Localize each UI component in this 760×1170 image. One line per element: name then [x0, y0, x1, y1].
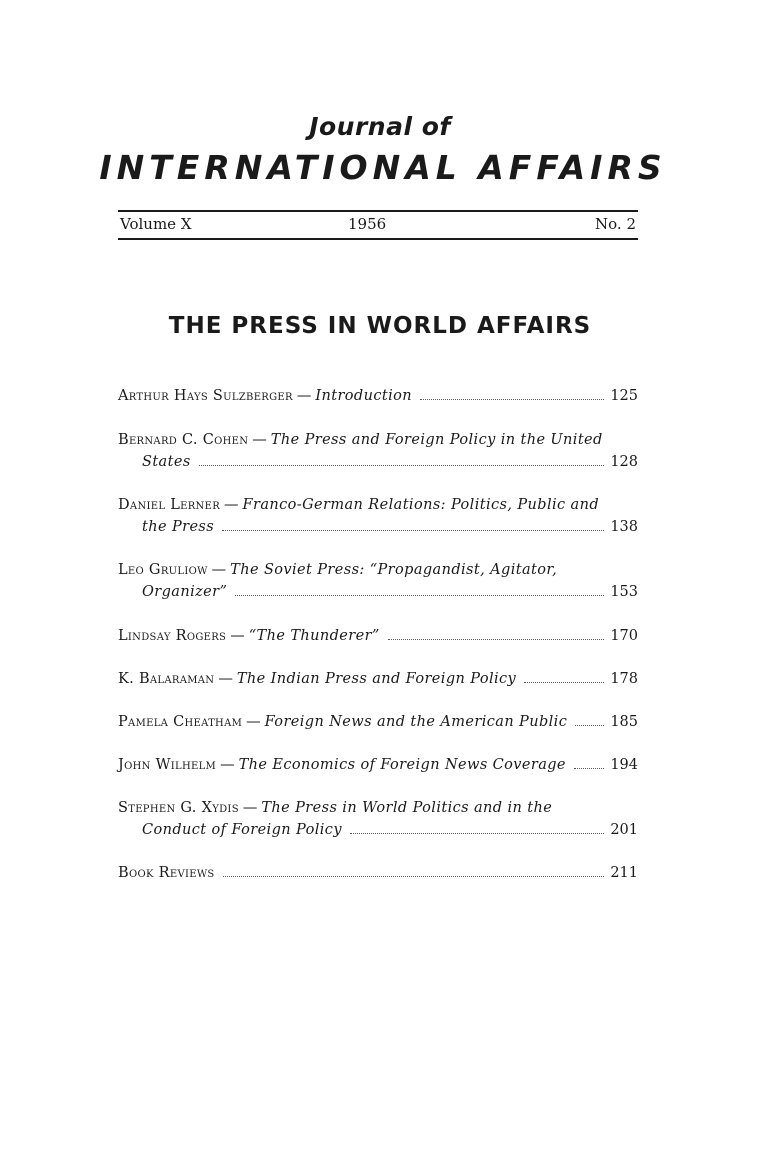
top-rule [118, 210, 638, 212]
year-label: 1956 [348, 215, 387, 233]
toc-dash: — [230, 628, 245, 644]
toc-leader [420, 399, 604, 400]
toc-entry [118, 668, 638, 690]
toc-title: Introduction [315, 388, 412, 404]
toc-leader [388, 639, 604, 640]
journal-name-heading: INTERNATIONAL AFFAIRS [99, 148, 667, 187]
toc-line [118, 625, 638, 647]
toc-page-number: 178 [610, 671, 638, 687]
toc-line [118, 429, 638, 451]
toc-leader [235, 595, 604, 596]
toc-author: K. Balaraman [118, 671, 215, 687]
toc-page-number: 170 [610, 628, 638, 644]
toc-leader [223, 876, 604, 877]
toc-author: Leo Gruliow [118, 562, 208, 578]
toc-title: The Soviet Press: “Propagandist, Agitator, [230, 562, 558, 578]
toc-line [118, 581, 638, 603]
toc-entry [118, 711, 638, 733]
toc-line [118, 819, 638, 841]
toc-entry [118, 429, 638, 473]
toc-author: Lindsay Rogers [118, 628, 227, 644]
toc-page-number: 185 [610, 714, 638, 730]
toc-title: The Press and Foreign Policy in the United [270, 432, 603, 448]
toc-title: The Economics of Foreign News Coverage [238, 757, 566, 773]
toc-page-number: 201 [610, 822, 638, 838]
toc-page-number: 125 [610, 388, 638, 404]
toc-entry [118, 754, 638, 776]
toc-author: John Wilhelm [118, 757, 217, 773]
toc-page-number: 211 [610, 865, 638, 881]
toc-title: The Press in World Politics and in the [261, 800, 553, 816]
bottom-rule [118, 238, 638, 240]
toc-line [118, 516, 638, 538]
toc-line [118, 754, 638, 776]
toc-dash: — [218, 671, 233, 687]
toc-author: Pamela Cheatham [118, 714, 243, 730]
toc-page-number: 138 [610, 519, 638, 535]
issue-theme-title: THE PRESS IN WORLD AFFAIRS [168, 313, 592, 339]
toc-dash: — [211, 562, 227, 578]
toc-title: “The Thunderer” [248, 628, 380, 644]
toc-title: Franco-German Relations: Politics, Public and [242, 497, 600, 513]
toc-page-number: 128 [610, 454, 638, 470]
toc-title: the Press [142, 519, 215, 535]
toc-line [118, 451, 638, 473]
toc-author: Book Reviews [118, 865, 215, 881]
toc-entry [118, 494, 638, 538]
issue-info-row [120, 214, 636, 236]
table-of-contents [118, 385, 638, 884]
toc-line [118, 559, 638, 581]
toc-line [118, 711, 638, 733]
toc-entry [118, 862, 638, 884]
volume-label: Volume X [120, 215, 192, 233]
toc-entry [118, 559, 638, 603]
toc-leader [524, 682, 604, 683]
toc-title: Conduct of Foreign Policy [142, 822, 342, 838]
toc-page-number: 194 [610, 757, 638, 773]
toc-leader [575, 725, 604, 726]
toc-dash: — [246, 714, 261, 730]
toc-entry [118, 625, 638, 647]
issue-number-label: No. 2 [595, 215, 636, 233]
toc-author: Bernard C. Cohen [118, 432, 249, 448]
toc-title: Foreign News and the American Public [264, 714, 568, 730]
toc-author: Arthur Hays Sulzberger [118, 388, 293, 404]
toc-entry [118, 385, 638, 407]
toc-dash: — [220, 757, 235, 773]
toc-title: Organizer” [142, 584, 228, 600]
toc-page-number: 153 [610, 584, 638, 600]
journal-of-heading: Journal of [309, 112, 451, 141]
toc-title: States [142, 454, 191, 470]
toc-entry [118, 797, 638, 841]
toc-dash: — [252, 432, 267, 448]
toc-author: Daniel Lerner [118, 497, 221, 513]
toc-author: Stephen G. Xydis [118, 800, 239, 816]
toc-dash: — [296, 388, 312, 404]
toc-line [118, 494, 638, 516]
toc-line [118, 862, 638, 884]
toc-dash: — [224, 497, 239, 513]
toc-line [118, 385, 638, 407]
toc-title: The Indian Press and Foreign Policy [236, 671, 517, 687]
toc-line [118, 797, 638, 819]
toc-dash: — [242, 800, 258, 816]
toc-line [118, 668, 638, 690]
toc-leader [350, 833, 604, 834]
toc-leader [222, 530, 604, 531]
toc-leader [574, 768, 604, 769]
toc-leader [199, 465, 604, 466]
